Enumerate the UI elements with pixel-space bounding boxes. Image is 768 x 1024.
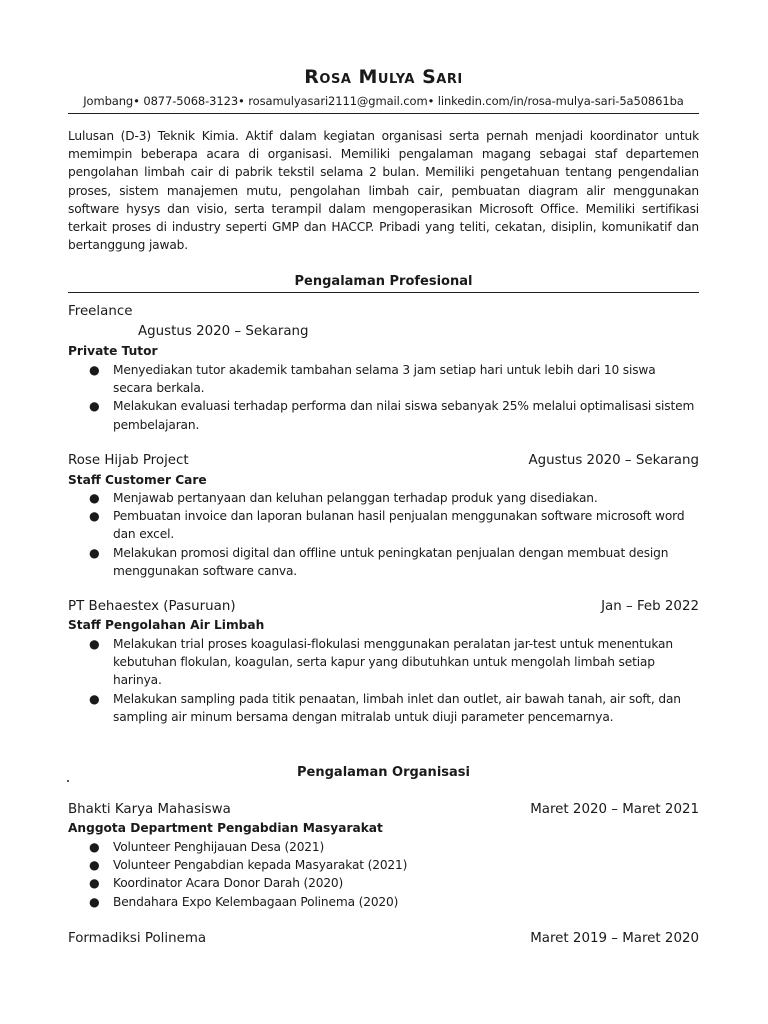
section-title-professional: Pengalaman Profesional: [294, 274, 473, 289]
bullet-icon: ●: [89, 691, 100, 706]
summary-paragraph: Lulusan (D-3) Teknik Kimia. Aktif dalam kegiatan organisasi serta pernah menjadi koordinator untuk memimpin beberapa acara di organisasi. Memiliki pengalaman magang sebagai staf departemen pengolahan limbah cair di pabrik tekstil selama 2 bulan. Memiliki pengetahuan tentang pengendalian proses, sistem manajemen mutu, pengolahan limbah cair, pembuatan diagram alir menggunakan software hysys dan visio, serta terampil dalam mengoperasikan Microsoft Office. Memiliki sertifikasi terkait proses di industry seperti GMP dan HACCP. Pribadi yang teliti, cekatan, disiplin, komunikatif dan bertanggung jawab.: [68, 129, 699, 253]
experience-entry-rose-hijab: [68, 453, 699, 473]
entry-bullet-list: [68, 361, 699, 434]
section-title-organization: Pengalaman Organisasi: [297, 765, 470, 780]
list-item: ● Bendahara Expo Kelembagaan Polinema (2020): [68, 893, 699, 911]
bullet-icon: ●: [89, 399, 100, 414]
experience-entry-freelance: [68, 304, 699, 324]
entry-date: Maret 2020 – Maret 2021: [530, 802, 699, 817]
entry-date: Agustus 2020 – Sekarang: [528, 453, 699, 468]
entry-role: Private Tutor: [68, 344, 158, 358]
list-item: ● Melakukan trial proses koagulasi-flokulasi menggunakan peralatan jar-test untuk menentukan kebutuhan flokulan, koagulan, serta kapur yang dibutuhkan untuk mengolah limbah setiap harinya.: [89, 637, 673, 688]
bullet-icon: ●: [89, 876, 100, 891]
list-item: ● Volunteer Pengabdian kepada Masyarakat (2021): [68, 856, 699, 874]
list-item: ● Menyediakan tutor akademik tambahan selama 3 jam setiap hari untuk lebih dari 10 siswa secara berkala.: [89, 363, 656, 396]
bullet-icon: ●: [89, 894, 100, 909]
candidate-name: Rosa Mulya Sari: [304, 66, 463, 88]
header-divider: [68, 113, 699, 114]
entry-role: Staff Customer Care: [68, 473, 207, 487]
experience-entry-behaestex: [68, 599, 699, 619]
entry-organization: Bhakti Karya Mahasiswa: [68, 802, 231, 817]
contact-line: Jombang• 0877-5068-3123• rosamulyasari2111@gmail.com• linkedin.com/in/rosa-mulya-sari-5a50861ba: [83, 94, 684, 108]
list-item: ● Volunteer Penghijauan Desa (2021): [68, 838, 699, 856]
list-item: ● Menjawab pertanyaan dan keluhan pelanggan terhadap produk yang disediakan.: [68, 489, 699, 507]
bullet-icon: ●: [89, 509, 100, 524]
list-item: ● Melakukan promosi digital dan offline untuk peningkatan penjualan dengan membuat design menggunakan software canva.: [89, 545, 669, 578]
organization-entry-formadiksi: [68, 931, 699, 951]
bullet-icon: ●: [89, 840, 100, 854]
entry-date: Jan – Feb 2022: [601, 599, 699, 614]
section-divider-professional: [68, 292, 699, 293]
bullet-icon: ●: [89, 545, 100, 560]
entry-role: Staff Pengolahan Air Limbah: [68, 618, 265, 632]
stray-mark: [67, 780, 69, 782]
entry-organization: Rose Hijab Project: [68, 453, 189, 468]
entry-date: Agustus 2020 – Sekarang: [138, 324, 309, 339]
bullet-icon: ●: [89, 363, 100, 377]
entry-role: Anggota Department Pengabdian Masyarakat: [68, 821, 383, 835]
entry-bullet-list: [68, 489, 699, 580]
bullet-icon: ●: [89, 491, 100, 505]
entry-organization: PT Behaestex (Pasuruan): [68, 599, 236, 614]
list-item: ● Melakukan evaluasi terhadap performa dan nilai siswa sebanyak 25% melalui optimalisasi sistem pembelajaran.: [89, 399, 695, 432]
entry-organization: Formadiksi Polinema: [68, 931, 207, 946]
bullet-icon: ●: [89, 637, 100, 651]
list-item: ● Koordinator Acara Donor Darah (2020): [68, 874, 699, 892]
entry-bullet-list: [68, 838, 699, 911]
entry-date: Maret 2019 – Maret 2020: [530, 931, 699, 946]
list-item: ● Pembuatan invoice dan laporan bulanan hasil penjualan menggunakan software microsoft word dan excel.: [89, 509, 685, 542]
entry-organization: Freelance: [68, 304, 133, 319]
bullet-icon: ●: [89, 858, 100, 873]
list-item: ● Melakukan sampling pada titik penaatan, limbah inlet dan outlet, air bawah tanah, air soft, dan sampling air minum bersama dengan mitralab untuk diuji parameter pencemarnya.: [89, 691, 681, 724]
organization-entry-bkm: [68, 802, 699, 822]
entry-bullet-list: [68, 635, 699, 726]
